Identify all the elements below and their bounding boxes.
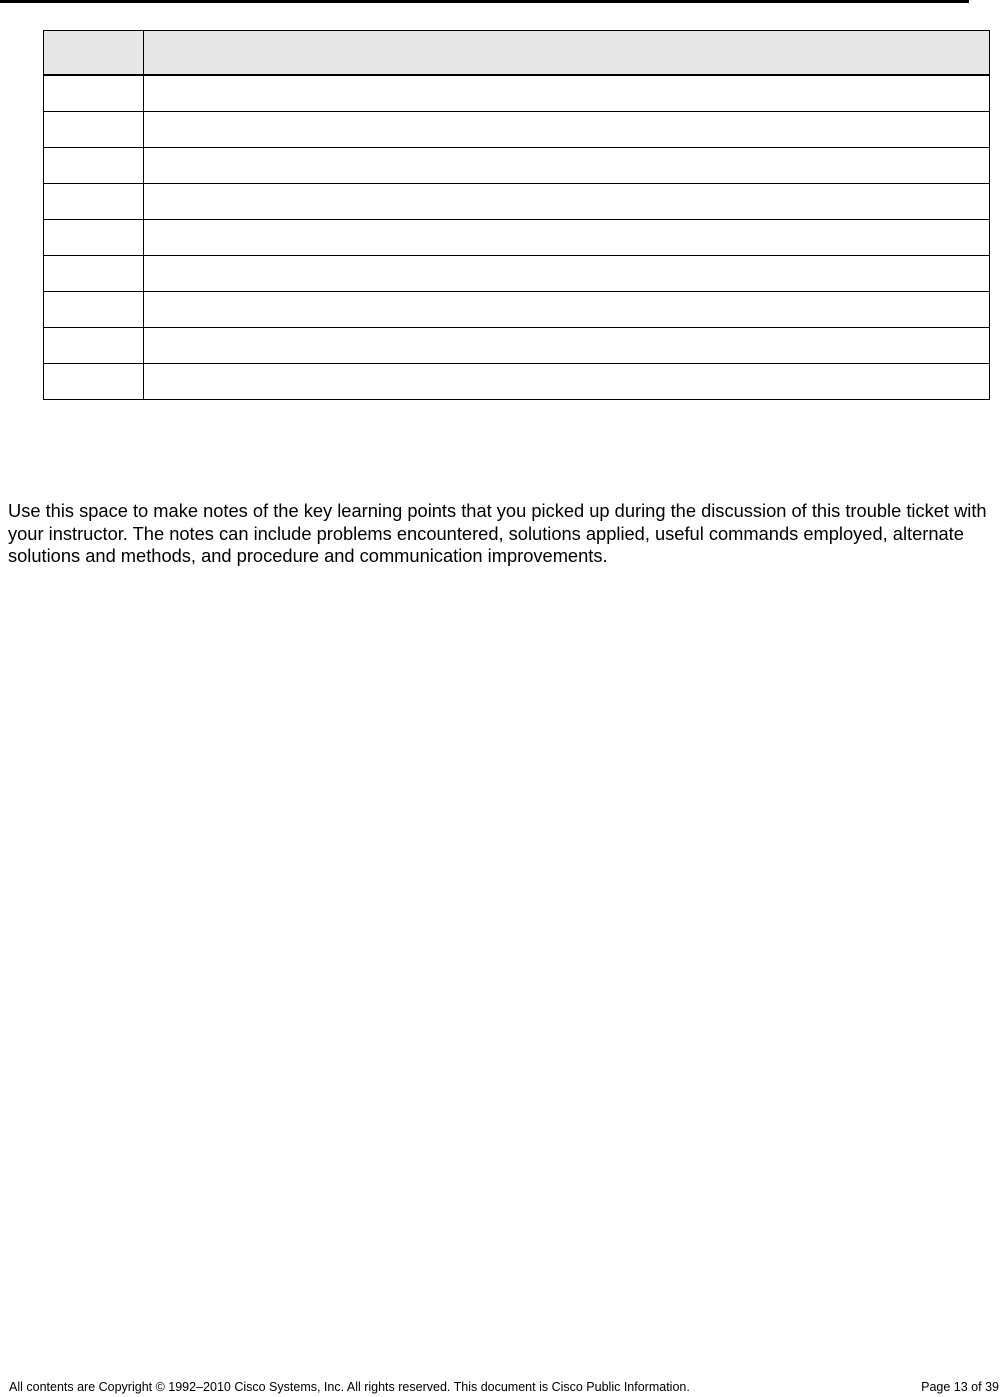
table-header-row [44,31,990,76]
table-row [44,364,990,400]
troubleshooting-log-table [43,30,990,400]
step-cell[interactable] [44,220,144,256]
notes-instructions: Use this space to make notes of the key learning points that you picked up during the discussion of this trouble ticket with your instructor. The notes can include problems encountered, solutions applied, useful commands employed, alternate solutions and methods, and procedure and communication improvements. [8,500,987,566]
action-cell[interactable] [144,364,990,400]
action-cell[interactable] [144,184,990,220]
action-cell[interactable] [144,112,990,148]
table-row [44,148,990,184]
table-row [44,112,990,148]
action-column-header [144,31,990,76]
step-column-header [44,31,144,76]
step-cell[interactable] [44,256,144,292]
table-row [44,328,990,364]
table-row [44,220,990,256]
page-number: Page 13 of 39 [921,1380,999,1394]
table-row [44,184,990,220]
table-row [44,75,990,112]
step-cell[interactable] [44,148,144,184]
table-row [44,256,990,292]
page-footer [9,1380,999,1394]
step-cell[interactable] [44,184,144,220]
action-cell[interactable] [144,220,990,256]
action-cell[interactable] [144,328,990,364]
copyright-notice: All contents are Copyright © 1992–2010 Cisco Systems, Inc. All rights reserved. This document is Cisco Public Information. [9,1380,690,1394]
step-cell[interactable] [44,75,144,112]
step-cell[interactable] [44,364,144,400]
action-cell[interactable] [144,75,990,112]
step-cell[interactable] [44,328,144,364]
table-row [44,292,990,328]
header-rule [0,0,969,3]
action-cell[interactable] [144,256,990,292]
action-cell[interactable] [144,292,990,328]
step-cell[interactable] [44,112,144,148]
step-cell[interactable] [44,292,144,328]
action-cell[interactable] [144,148,990,184]
